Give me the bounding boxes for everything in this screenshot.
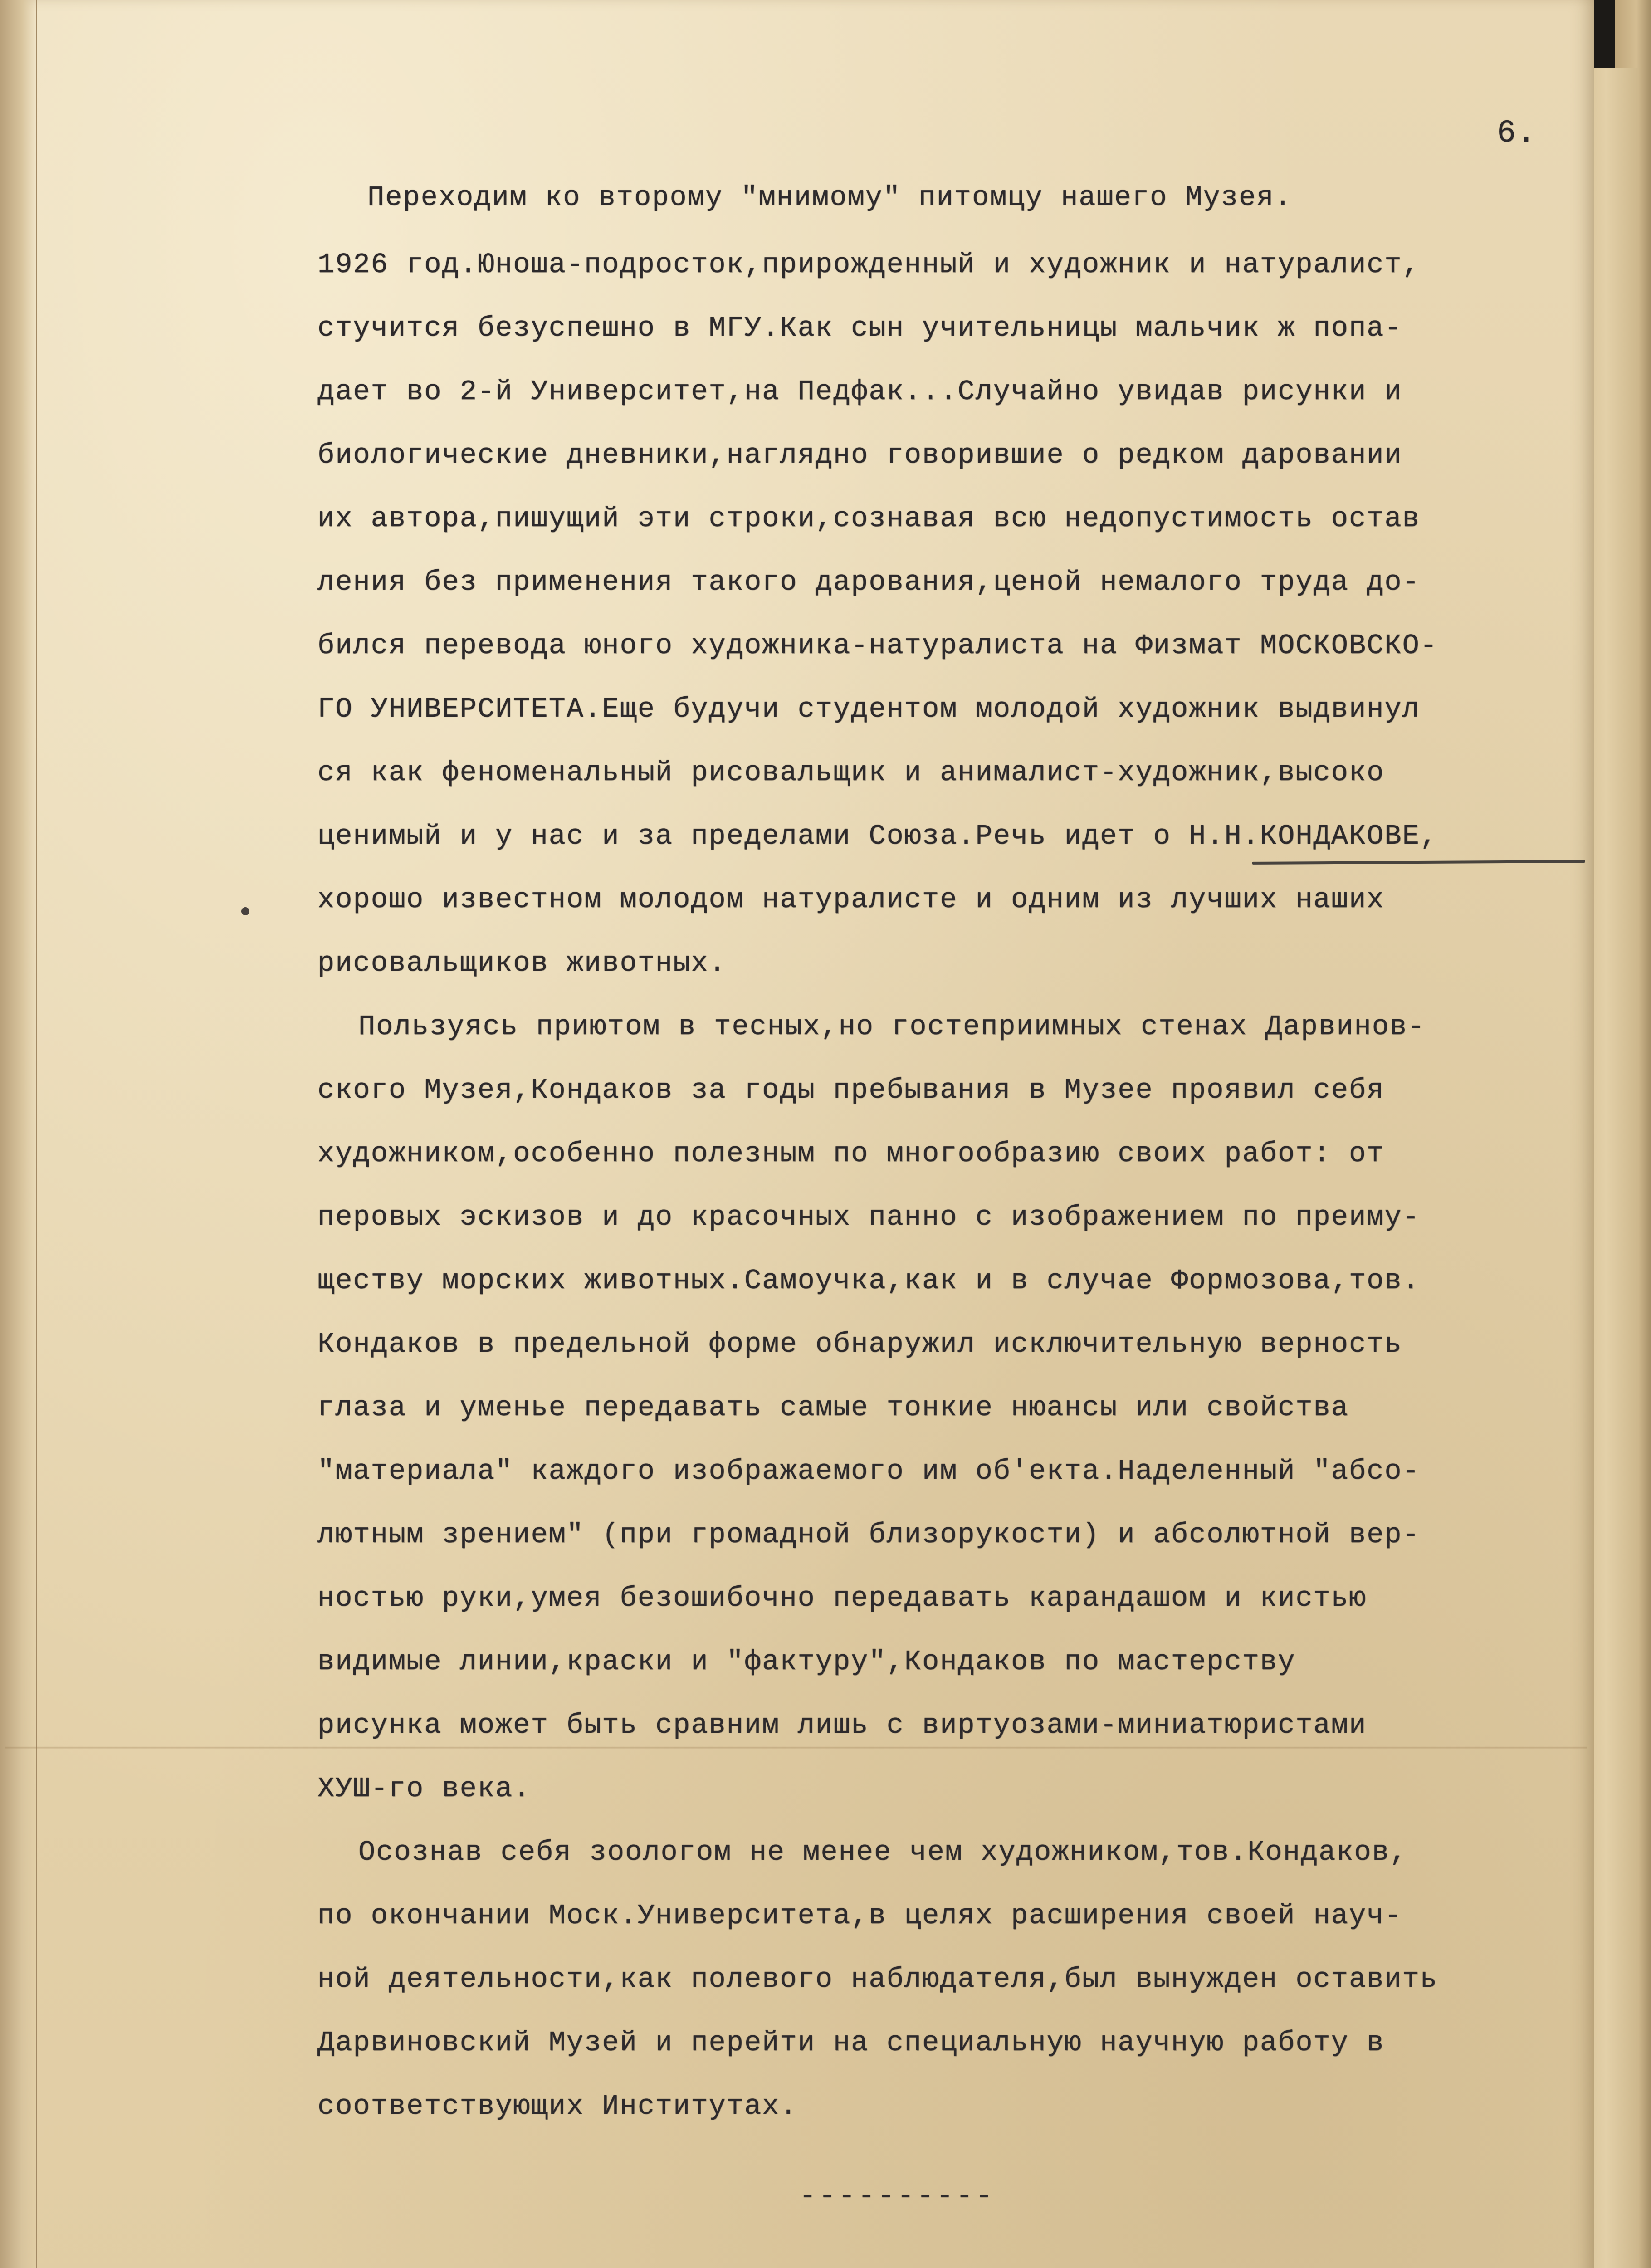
text-line: дает во 2-й Университет,на Педфак...Случайно увидав рисунки и	[318, 376, 1402, 408]
text-line: 1926 год.Юноша-подросток,прирожденный и художник и натуралист,	[318, 249, 1420, 281]
text-line: их автора,пишущий эти строки,сознавая всю недопустимость остав	[318, 503, 1420, 535]
text-line: ГО УНИВЕРСИТЕТА.Еще будучи студентом молодой художник выдвинул	[318, 693, 1420, 725]
text-line: "материала" каждого изображаемого им об'екта.Наделенный "абсо-	[318, 1455, 1420, 1487]
text-line: ся как феноменальный рисовальщик и анималист-художник,высоко	[318, 757, 1385, 789]
margin-dot	[241, 907, 249, 915]
text-line: ского Музея,Кондаков за годы пребывания в Музее проявил себя	[318, 1074, 1385, 1106]
text-line: ной деятельности,как полевого наблюдателя,был вынужден оставить	[318, 1963, 1438, 1995]
text-line: по окончании Моск.Университета,в целях расширения своей науч-	[318, 1900, 1402, 1932]
page-number: 6.	[1497, 116, 1537, 152]
text-line: Переходим ко второму "мнимому" питомцу нашего Музея.	[367, 181, 1292, 214]
text-line: перовых эскизов и до красочных панно с изображением по преиму-	[318, 1201, 1420, 1233]
text-line: Кондаков в предельной форме обнаружил исключительную верность	[318, 1328, 1402, 1360]
text-line: Осознав себя зоологом не менее чем художником,тов.Кондаков,	[358, 1836, 1408, 1868]
text-line: Пользуясь приютом в тесных,но гостеприимных стенах Дарвинов-	[358, 1011, 1426, 1043]
text-line: ностью руки,умея безошибочно передавать карандашом и кистью	[318, 1582, 1367, 1614]
text-line: художником,особенно полезным по многообразию своих работ: от	[318, 1138, 1385, 1170]
end-mark: ----------	[799, 2180, 996, 2212]
text-line: ществу морских животных.Самоучка,как и в случае Формозова,тов.	[318, 1265, 1420, 1297]
text-line: хорошо известном молодом натуралисте и одним из лучших наших	[318, 884, 1385, 916]
text-line: биологические дневники,наглядно говорившие о редком даровании	[318, 439, 1402, 471]
text-line: глаза и уменье передавать самые тонкие нюансы или свойства	[318, 1392, 1349, 1424]
text-line: видимые линии,краски и "фактуру",Кондаков по мастерству	[318, 1646, 1296, 1678]
text-line: бился перевода юного художника-натуралиста на Физмат МОСКОВСКО-	[318, 630, 1438, 662]
text-line: рисовальщиков животных.	[318, 947, 727, 979]
paper-fold	[5, 1746, 1588, 1749]
text-line: ХУШ-го века.	[318, 1773, 531, 1805]
text-line: соответствующих Институтах.	[318, 2090, 798, 2122]
text-line: Дарвиновский Музей и перейти на специальную научную работу в	[318, 2027, 1385, 2059]
text-line: лютным зрением" (при громадной близорукости) и абсолютной вер-	[318, 1519, 1420, 1551]
underline-kondakov	[1252, 860, 1585, 865]
text-line: ления без применения такого дарования,ценой немалого труда до-	[318, 566, 1420, 598]
text-line: стучится безуспешно в МГУ.Как сын учительницы мальчик ж попа-	[318, 312, 1402, 344]
binding-edge	[0, 0, 37, 2268]
text-line: ценимый и у нас и за пределами Союза.Речь идет о Н.Н.КОНДАКОВЕ,	[318, 820, 1438, 852]
text-line: рисунка может быть сравним лишь с виртуозами-миниатюристами	[318, 1709, 1367, 1741]
